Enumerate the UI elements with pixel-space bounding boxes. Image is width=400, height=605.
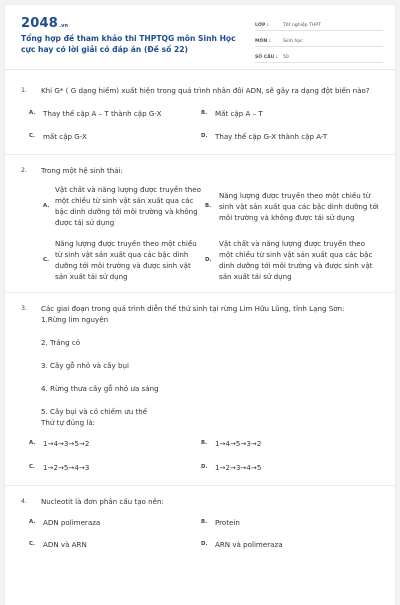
stage-item: 4. Rừng thưa cây gỗ nhỏ ưa sáng — [41, 384, 159, 393]
option-text: Thay thế cặp G-X thành cặp A-T — [215, 132, 328, 141]
option-letter: D. — [201, 464, 208, 470]
option-grid — [5, 184, 395, 282]
question-1 — [5, 85, 395, 142]
question-stem — [5, 303, 395, 314]
option-letter: D. — [201, 133, 208, 139]
option-text: ADN và ARN — [43, 540, 87, 549]
option-letter: D. — [201, 541, 208, 547]
option-c[interactable] — [5, 131, 201, 142]
stage-list — [5, 314, 395, 428]
logo-text: 2048 — [21, 16, 58, 31]
option-letter: C. — [29, 541, 36, 547]
meta-label: LỚP : — [255, 23, 269, 28]
option-letter: C. — [29, 464, 36, 470]
option-c[interactable] — [5, 238, 205, 282]
option-a[interactable] — [5, 438, 201, 449]
option-text: Thay thế cặp A – T thành cặp G-X — [43, 109, 162, 118]
order-label: Thứ tự đúng là: — [41, 418, 96, 427]
option-letter: B. — [201, 440, 208, 446]
question-text: Trong một hệ sinh thái: — [41, 166, 123, 175]
option-text: Mất cặp A – T — [215, 109, 263, 118]
question-number: 4. — [21, 498, 28, 505]
option-grid — [5, 108, 395, 142]
stage-item: 1.Rừng lim nguyên — [41, 315, 109, 324]
question-number: 2. — [21, 167, 28, 174]
option-text: Năng lượng được truyền theo một chiều từ sinh vật sản xuất qua các bậc dinh dưỡng tới môi trường và được sinh vật sản xuất tái sử dụng — [55, 239, 197, 281]
question-text: Khi G* ( G dạng hiếm) xuất hiện trong quá trình nhân đôi ADN, sẽ gây ra dạng đột biến nào? — [41, 86, 370, 95]
exam-page — [5, 5, 395, 605]
question-divider — [5, 485, 395, 486]
option-text: 1→2→5→4→3 — [43, 463, 90, 472]
meta-row-subject — [255, 33, 383, 47]
meta-value: Sinh học — [283, 39, 303, 44]
page-header — [5, 5, 395, 67]
option-d[interactable] — [205, 238, 381, 282]
question-text: Nucleotit là đơn phân cấu tạo nên: — [41, 497, 164, 506]
option-letter: A. — [43, 202, 50, 209]
meta-label: SỐ CÂU : — [255, 55, 278, 60]
option-letter: C. — [29, 133, 36, 139]
stage-item: 5. Cây bụi và cỏ chiếm ưu thế — [41, 407, 148, 416]
option-letter: D. — [205, 256, 212, 263]
option-text: Protein — [215, 518, 240, 527]
option-b[interactable] — [201, 438, 381, 449]
option-a[interactable] — [5, 517, 201, 528]
option-text: 1→4→5→3→2 — [215, 439, 262, 448]
option-b[interactable] — [201, 517, 381, 528]
option-letter: C. — [43, 256, 50, 263]
option-a[interactable] — [5, 184, 205, 228]
question-text: Các giai đoạn trong quá trình diễn thế thứ sinh tại rừng Lim Hữu Lũng, tỉnh Lạng Sơn: — [41, 304, 345, 313]
site-logo[interactable] — [21, 16, 68, 31]
option-text: 1→2→3→4→5 — [215, 463, 262, 472]
question-stem — [5, 496, 395, 507]
meta-row-count — [255, 49, 383, 63]
option-letter: B. — [201, 110, 208, 116]
option-letter: A. — [29, 440, 36, 446]
option-c[interactable] — [5, 539, 201, 550]
option-text: Vật chất và năng lượng được truyền theo một chiều từ sinh vật sản xuất qua các bậc dinh dưỡng tới môi trường và được sinh vật sản xuất tái sử dụng — [219, 239, 373, 281]
option-grid — [5, 438, 395, 473]
option-a[interactable] — [5, 108, 201, 119]
option-text: ARN và polimeraza — [215, 540, 283, 549]
option-text: Năng lượng được truyền theo một chiều từ sinh vật sản xuất qua các bậc dinh dưỡng tới môi trường và không được tái sử dụng — [219, 190, 379, 222]
option-d[interactable] — [201, 131, 381, 142]
header-divider — [5, 69, 395, 70]
option-grid — [5, 517, 395, 550]
exam-meta — [255, 17, 383, 65]
question-3 — [5, 303, 395, 473]
option-text: 1→4→3→5→2 — [43, 439, 90, 448]
meta-value: 50 — [283, 55, 289, 60]
question-stem — [5, 85, 395, 96]
exam-title: Tổng hợp đề tham khảo thi THPTQG môn Sinh Học cực hay có lời giải có đáp án (Đề số 22) — [21, 34, 236, 54]
meta-value: Tốt nghiệp THPT — [283, 23, 321, 28]
question-divider — [5, 292, 395, 293]
option-text: ADN polimeraza — [43, 518, 101, 527]
stage-item: 2. Trảng cỏ — [41, 338, 81, 347]
option-b[interactable] — [205, 184, 381, 228]
question-number: 1. — [21, 87, 28, 94]
meta-label: MÔN : — [255, 39, 271, 44]
question-2 — [5, 165, 395, 282]
option-letter: B. — [205, 202, 212, 209]
option-d[interactable] — [201, 462, 381, 473]
question-stem — [5, 165, 395, 176]
question-4 — [5, 496, 395, 550]
option-letter: A. — [29, 110, 36, 116]
option-d[interactable] — [201, 539, 381, 550]
option-c[interactable] — [5, 462, 201, 473]
logo-suffix: .vn — [58, 23, 69, 29]
stage-item: 3. Cây gỗ nhỏ và cây bụi — [41, 361, 129, 370]
question-number: 3. — [21, 305, 28, 312]
meta-row-class — [255, 17, 383, 31]
option-text: Vật chất và năng lượng được truyền theo một chiều từ sinh vật sản xuất qua các bậc dinh dưỡng tới môi trường và không được tái sử dụng — [55, 185, 201, 227]
option-text: mất cặp G-X — [43, 132, 87, 141]
option-letter: B. — [201, 519, 208, 525]
option-b[interactable] — [201, 108, 381, 119]
option-letter: A. — [29, 519, 36, 525]
question-list — [5, 85, 395, 550]
question-divider — [5, 154, 395, 155]
